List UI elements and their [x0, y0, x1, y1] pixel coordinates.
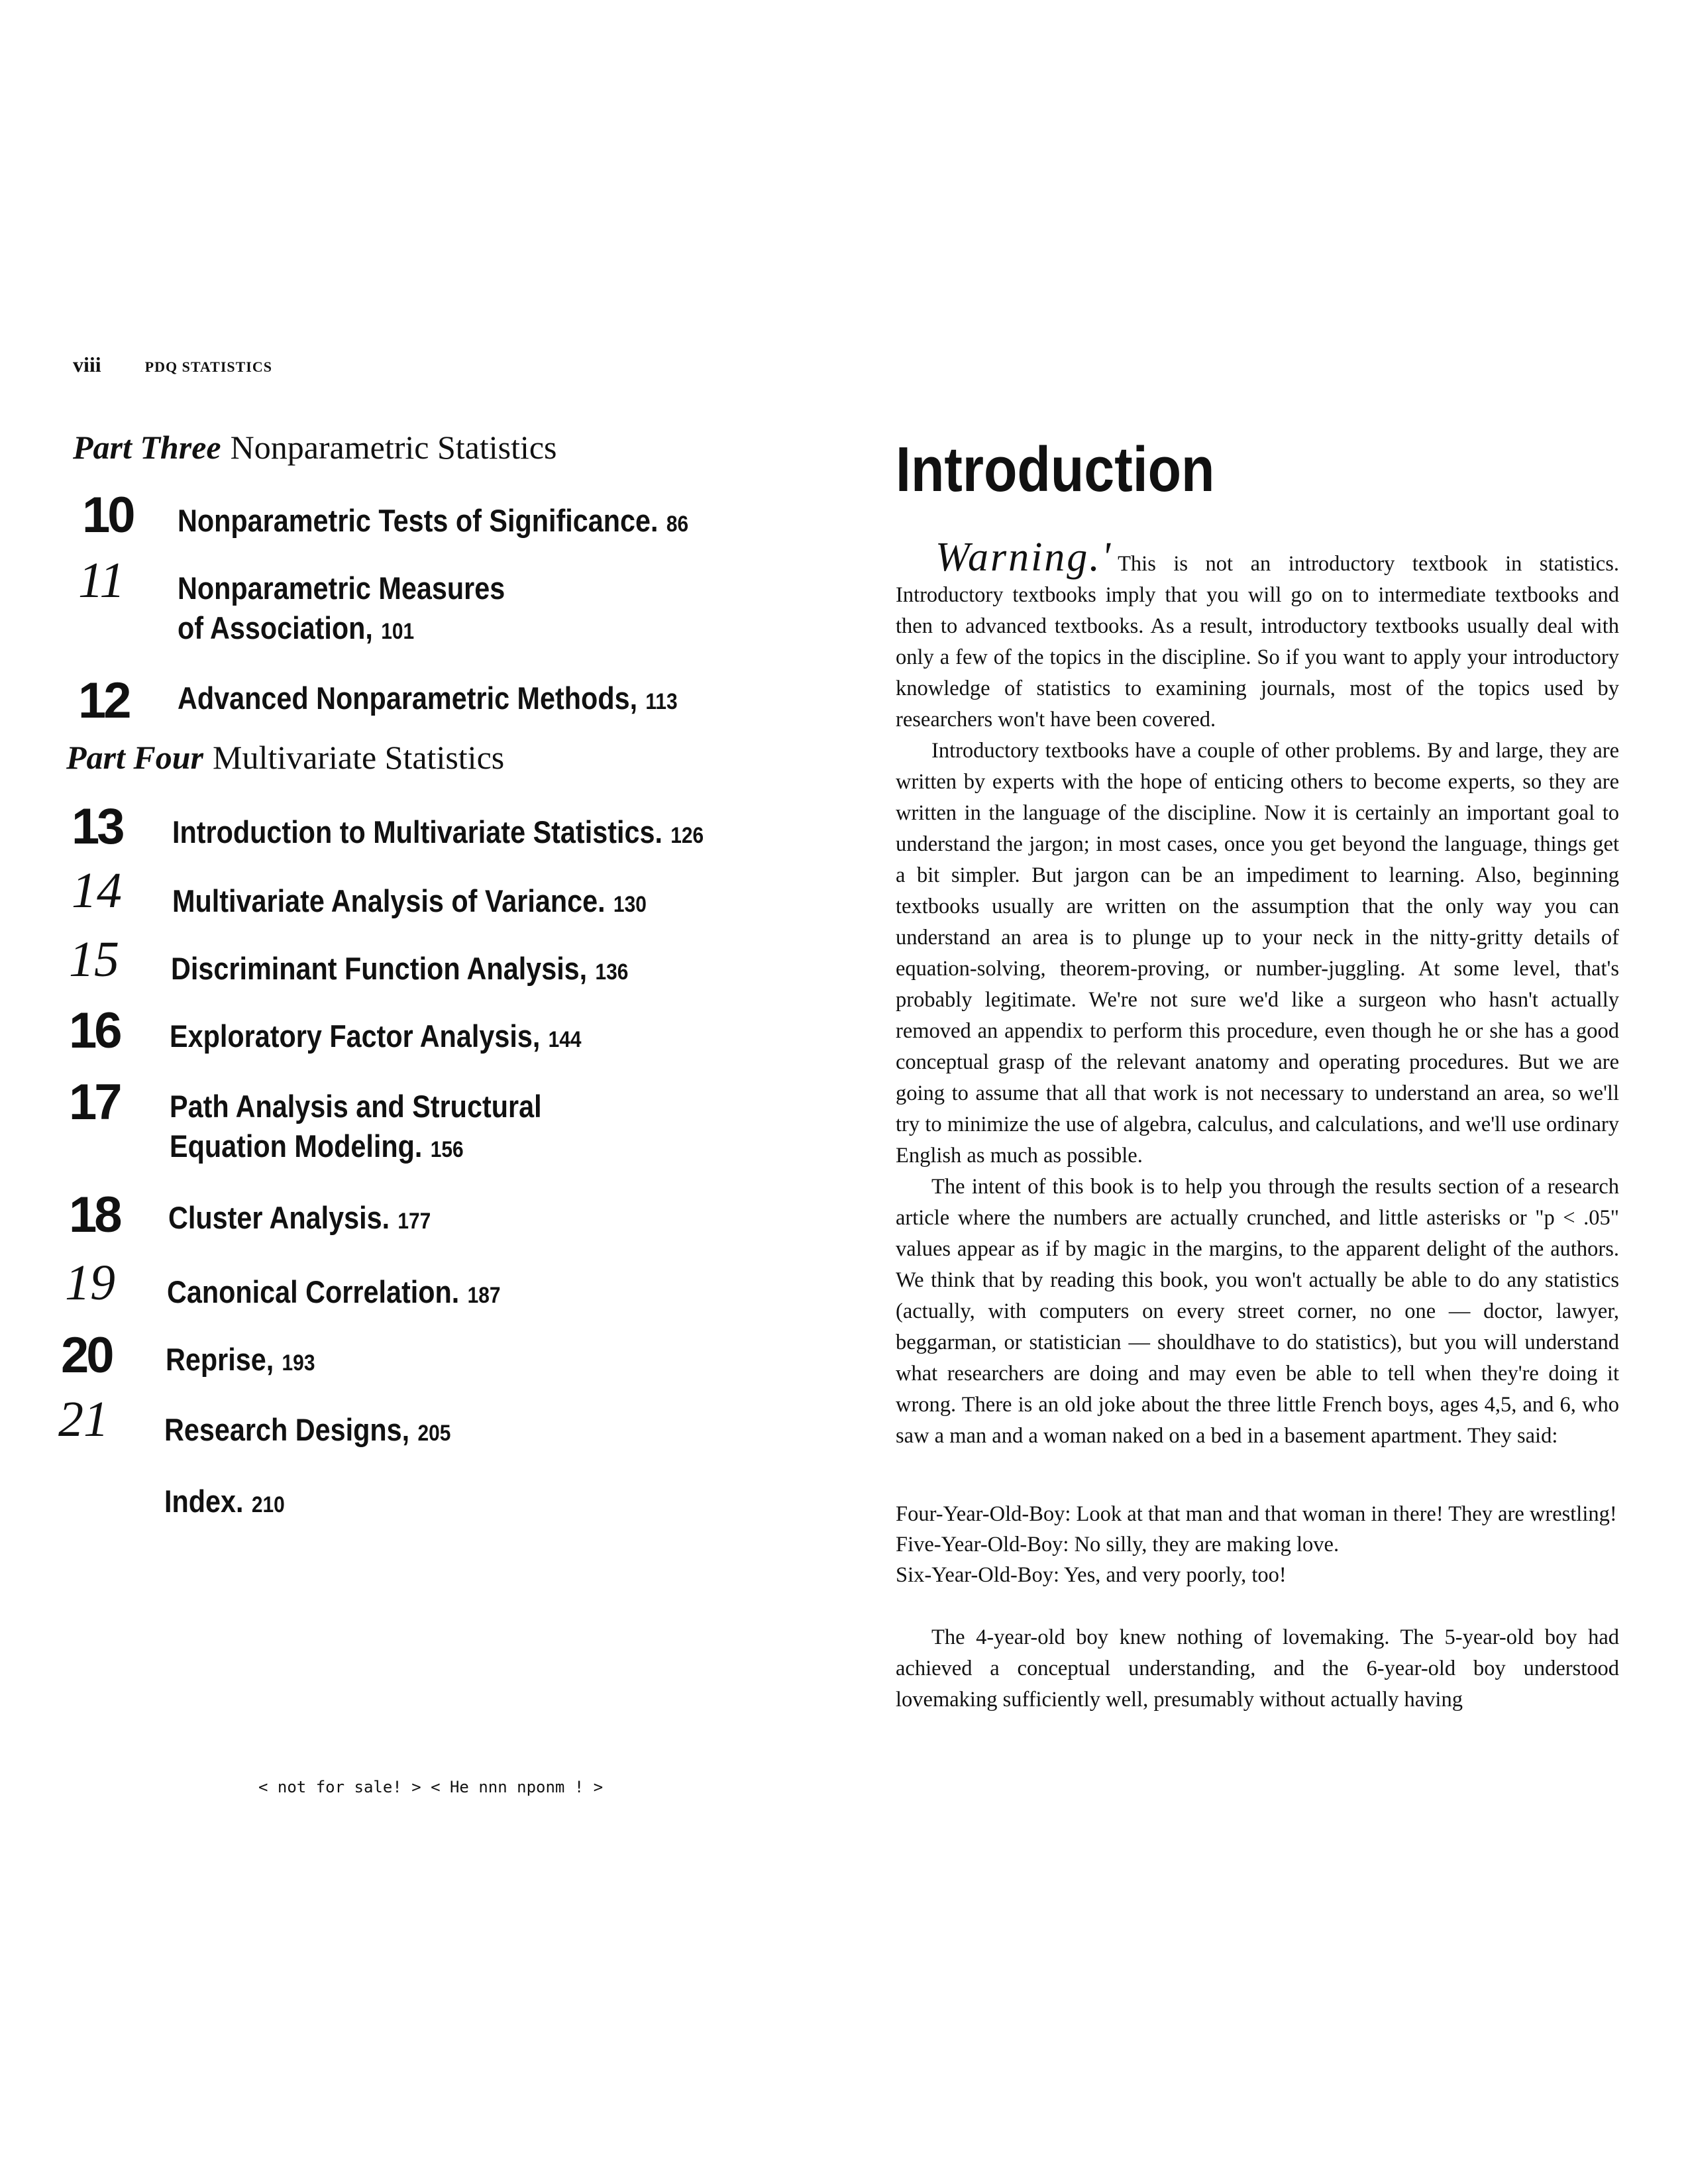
- toc-entry[interactable]: [172, 812, 704, 855]
- chapter-number: 21: [58, 1392, 109, 1447]
- introduction-body: [896, 535, 1619, 1452]
- footer-watermark: < not for sale! > < He nnn nponm ! >: [258, 1778, 604, 1796]
- toc-entry[interactable]: [172, 881, 647, 924]
- chapter-page: 177: [397, 1209, 431, 1234]
- part-label: Part Four: [66, 739, 204, 776]
- chapter-page: 156: [430, 1137, 464, 1162]
- paragraph-3: The intent of this book is to help you through the results section of a research article where the numbers are actually crunched, and little asterisks or "p < .05" values appear as if by magic in the margins, to the apparent delight of the authors. We think that by reading this book, you won't actually be able to do any statistics (actually, with computers on every street corner, no one — doctor, lawyer, beggarman, or statistician — shouldhave to do statistics), but you will understand what researchers are doing and may even be able to tell when they're doing it wrong. There is an old joke about the three little French boys, ages 4,5, and 6, who saw a man and a woman naked on a bed in a basement apartment. They said:: [896, 1175, 1619, 1448]
- chapter-number: 18: [69, 1187, 120, 1243]
- index-page: 210: [251, 1492, 285, 1517]
- chapter-title: Nonparametric Measures: [178, 571, 505, 606]
- chapter-page: 86: [666, 512, 689, 537]
- dialog-line: Six-Year-Old-Boy: Yes, and very poorly, too!: [896, 1563, 1287, 1587]
- part-label: Part Three: [73, 429, 221, 466]
- introduction-body-continued: [896, 1622, 1619, 1716]
- chapter-title: Multivariate Analysis of Variance.: [172, 883, 606, 918]
- chapter-page: 101: [381, 619, 415, 644]
- chapter-title: Canonical Correlation.: [167, 1274, 460, 1309]
- chapter-number: 16: [69, 1003, 120, 1059]
- part-title: Multivariate Statistics: [213, 739, 505, 776]
- running-head: [73, 353, 272, 377]
- dialog-line: Five-Year-Old-Boy: No silly, they are making love.: [896, 1533, 1340, 1556]
- chapter-page: 130: [613, 892, 647, 917]
- chapter-number: 13: [72, 798, 123, 855]
- paragraph-1-text: This is not an introductory textbook in statistics. Introductory textbooks imply that you will go on to intermediate textbooks and then to advanced textbooks. As a result, introductory textbooks usually deal with only a few of the topics in the discipline. So if you want to apply your introductory knowledge of statistics to examining journals, most of the topics used by researchers won't have been covered.: [896, 552, 1619, 732]
- toc-entry[interactable]: [178, 501, 688, 544]
- dialog-block: [896, 1499, 1619, 1590]
- page-number: viii: [73, 353, 101, 376]
- chapter-number: 15: [69, 932, 119, 987]
- paragraph-1: [896, 535, 1619, 736]
- part-title: Nonparametric Statistics: [230, 429, 557, 466]
- toc-entry[interactable]: [170, 1087, 542, 1170]
- index-title: Index.: [164, 1484, 244, 1519]
- toc-entry[interactable]: [178, 679, 678, 722]
- chapter-title: Research Designs,: [164, 1412, 410, 1447]
- chapter-page: 136: [595, 959, 629, 985]
- chapter-number: 20: [61, 1327, 112, 1384]
- paragraph-2: Introductory textbooks have a couple of other problems. By and large, they are written by experts with the hope of enticing others to become experts, so they are written in the language of the discipline. Now it is certainly an important goal to understand the jargon; in most cases, once you get beyond the language, things get a bit simpler. But jargon can be an impediment to learning. Also, beginning textbooks usually are written on the assumption that the only way you can understand an area is to plunge up to your neck in the nitty-gritty details of equation-solving, theorem-proving, or number-juggling. At some level, that's probably legitimate. We're not sure we'd like a surgeon who hasn't actually removed an appendix to perform this procedure, even though he or she has a good conceptual grasp of the relevant anatomy and operating procedures. But we are going to assume that all that work is not necessary to understand an area, so we'll try to minimize the use of algebra, calculus, and calculations, and we'll use ordinary English as much as possible.: [896, 739, 1619, 1168]
- chapter-title: Advanced Nonparametric Methods,: [178, 681, 638, 716]
- paragraph-4: The 4-year-old boy knew nothing of lovemaking. The 5-year-old boy had achieved a conceptual understanding, and the 6-year-old boy understood lovemaking sufficiently well, presumably without actually having: [896, 1625, 1619, 1712]
- part-four-heading: [66, 738, 504, 777]
- chapter-title-continued: Equation Modeling.: [170, 1128, 423, 1164]
- chapter-page: 144: [548, 1027, 582, 1052]
- chapter-page: 126: [670, 823, 704, 848]
- chapter-number: 19: [65, 1255, 115, 1311]
- toc-entry[interactable]: [167, 1272, 500, 1315]
- toc-entry-index[interactable]: [164, 1482, 285, 1525]
- part-three-heading: [73, 428, 557, 466]
- warning-word: Warning.': [935, 535, 1113, 580]
- chapter-page: 113: [645, 689, 678, 714]
- chapter-number: 12: [78, 673, 129, 729]
- chapter-number: 11: [78, 553, 125, 608]
- chapter-title: Introduction to Multivariate Statistics.: [172, 814, 662, 849]
- book-title: PDQ STATISTICS: [144, 358, 272, 375]
- chapter-page: 193: [282, 1350, 315, 1376]
- chapter-number: 17: [69, 1074, 120, 1130]
- chapter-title: Discriminant Function Analysis,: [171, 951, 588, 986]
- toc-entry[interactable]: [168, 1198, 431, 1241]
- chapter-page: 205: [417, 1421, 451, 1446]
- chapter-title: Exploratory Factor Analysis,: [170, 1018, 541, 1054]
- dialog-line: Four-Year-Old-Boy: Look at that man and that woman in there! They are wrestling!: [896, 1502, 1617, 1526]
- chapter-title-continued: of Association,: [178, 610, 373, 645]
- toc-entry[interactable]: [170, 1016, 582, 1060]
- toc-entry[interactable]: [164, 1410, 450, 1453]
- chapter-title: Cluster Analysis.: [168, 1200, 390, 1235]
- toc-entry[interactable]: [171, 949, 628, 992]
- chapter-number: 10: [82, 487, 133, 543]
- toc-entry[interactable]: [166, 1340, 315, 1383]
- chapter-title: Reprise,: [166, 1342, 274, 1377]
- toc-entry[interactable]: [178, 569, 505, 651]
- chapter-title: Nonparametric Tests of Significance.: [178, 503, 659, 538]
- introduction-title: Introduction: [896, 434, 1215, 505]
- chapter-number: 14: [72, 863, 122, 918]
- chapter-title: Path Analysis and Structural: [170, 1089, 542, 1124]
- chapter-page: 187: [467, 1283, 501, 1308]
